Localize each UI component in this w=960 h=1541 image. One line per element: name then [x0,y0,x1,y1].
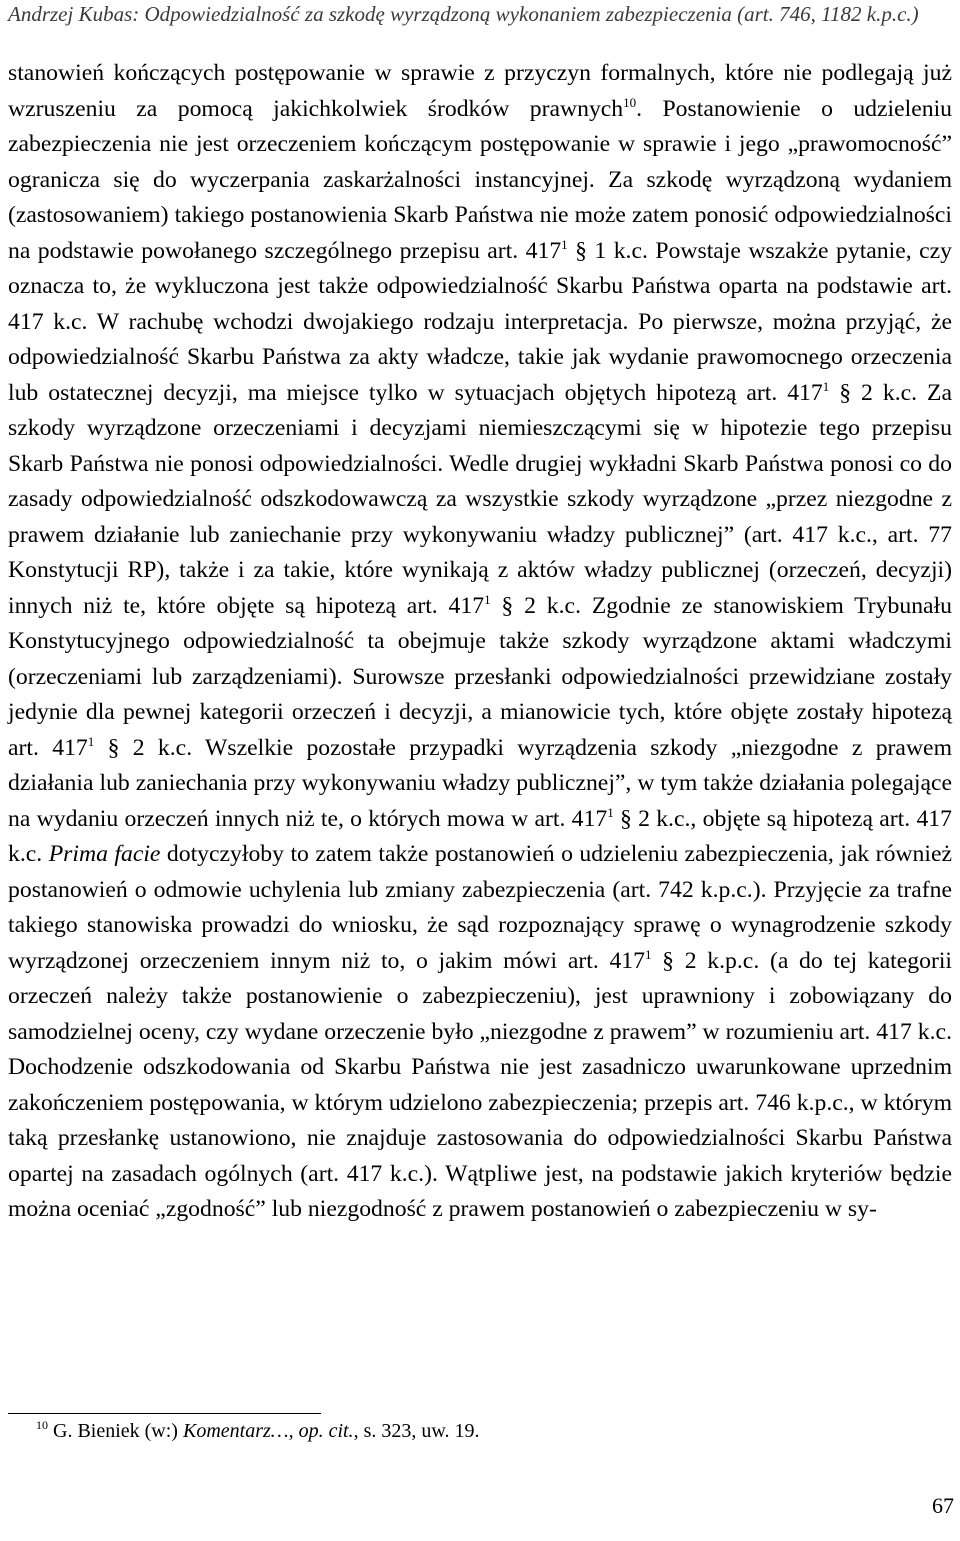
body-paragraph [8,56,952,1228]
footnote-separator [8,1413,321,1414]
footnote [36,1418,480,1444]
body-text-segment: § 2 k.c. Zgodnie ze stanowiskiem Trybunału Konstytucyjnego odpowiedzialność ta obejmuje także szkody wyrządzone aktami władczymi (orzeczeniami lub zarządzeniami). Surowsze przesłanki odpowiedzialności przewidziane zostały jedynie dla pewnej kategorii orzeczeń i decyzji, a mianowicie tych, które objęte zostały hipotezą art. 417 [8,592,952,761]
footnote-reference[interactable]: 10 [623,94,637,110]
superscript-index: 1 [607,804,614,820]
superscript-index: 1 [561,236,568,252]
footnote-text: , [288,1420,299,1442]
body-text-segment: § 2 k.c. Wszelkie pozostałe przypadki wyrządzenia szkody „niezgodne z prawem działania lub zaniechania przy wykonywaniu władzy publicznej”, w tym także działania polegające na wydaniu orzeczeń innych niż te, o których mowa w art. 417 [8,734,952,832]
body-text-segment: . Postanowienie o udzieleniu zabezpieczenia nie jest orzeczeniem kończącym postępowanie w sprawie i jego „prawomocność” ogranicza się do wyczerpania zaskarżalności instancyjnej. Za szkodę wyrządzoną wydaniem (zastosowaniem) takiego postanowienia Skarb Państwa nie może zatem ponosić odpowiedzialności na podstawie powołanego szczególnego przepisu art. 417 [8,95,952,264]
footnote-italic-title: Komentarz… [182,1420,289,1442]
body-text-segment: § 1 k.c. Powstaje wszakże pytanie, czy oznacza to, że wykluczona jest także odpowiedzialność Skarbu Państwa oparta na podstawie art. 417 k.c. W rachubę wchodzi dwojakiego rodzaju interpretacja. Po pierwsze, można przyjąć, że odpowiedzialność Skarbu Państwa za akty władcze, takie jak wydanie prawomocnego orzeczenia lub ostatecznej decyzji, ma miejsce tylko w sytuacjach objętych hipotezą art. 417 [8,237,952,406]
page-number: 67 [932,1493,954,1518]
body-text-segment: dotyczyłoby to zatem także postanowień o udzieleniu zabezpieczenia, jak również postanowień o odmowie uchylenia lub zmiany zabezpieczenia (art. 742 k.p.c.). Przyjęcie za trafne takiego stanowiska prowadzi do wniosku, że sąd rozpoznający sprawę o wynagrodzenie szkody wyrządzonej orzeczeniem innym niż to, o jakim mówi art. 417 [8,841,952,974]
superscript-index: 1 [484,591,491,607]
superscript-index: 1 [822,378,830,394]
footnote-text: , s. 323, uw. 19. [353,1420,480,1442]
body-text-segment: § 2 k.c. Za szkody wyrządzone orzeczeniami i decyzjami niemieszczącymi się w hipotezie tego przepisu Skarb Państwa nie ponosi odpowiedzialności. Wedle drugiej wykładni Skarb Państwa ponosi co do zasady odpowiedzialność odszkodowawczą za wszystkie szkody wyrządzone „przez niezgodne z prawem działanie lub zaniechanie przy wykonywaniu władzy publicznej” (art. 417 k.c., art. 77 Konstytucji RP), także i za takie, które wynikają z aktów władzy publicznej (orzeczeń, decyzji) innych niż te, które objęte są hipotezą art. 417 [8,379,952,619]
body-text-segment: § 2 k.p.c. (a do tej kategorii orzeczeń należy także postanowienie o zabezpieczeniu), jest uprawniony i zobowiązany do samodzielnej oceny, czy wydane orzeczenie było „niezgodne z prawem” w rozumieniu art. 417 k.c. Dochodzenie odszkodowania od Skarbu Państwa nie jest zasadniczo uwarunkowane uprzednim zakończeniem postępowania, w którym udzielono zabezpieczenia; przepis art. 746 k.p.c., w którym taką przesłankę ustanowiono, nie znajduje zastosowania do odpowiedzialności Skarbu Państwa opartej na zasadach ogólnych (art. 417 k.c.). Wątpliwe jest, na podstawie jakich kryteriów będzie można oceniać „zgodność” lub niezgodność z prawem postanowień o zabezpieczeniu w sy- [8,947,952,1222]
footnote-italic-ref: op. cit. [298,1420,354,1442]
superscript-index: 1 [87,733,95,749]
superscript-index: 1 [644,946,652,962]
body-text-segment: stanowień kończących postępowanie w sprawie z przyczyn formalnych, które nie podlegają już wzruszeniu za pomocą jakichkolwiek środków prawnych [8,60,952,122]
footnote-number: 10 [36,1418,48,1432]
body-text-segment: § 2 k.c., objęte są hipotezą art. 417 k.c. [8,805,952,867]
running-head: Andrzej Kubas: Odpowiedzialność za szkodę wyrządzoną wykonaniem zabezpieczenia (art. 746, 1182 k.p.c.) [8,2,919,26]
italic-phrase: Prima facie [48,841,161,867]
footnote-text: G. Bieniek (w:) [48,1420,183,1442]
